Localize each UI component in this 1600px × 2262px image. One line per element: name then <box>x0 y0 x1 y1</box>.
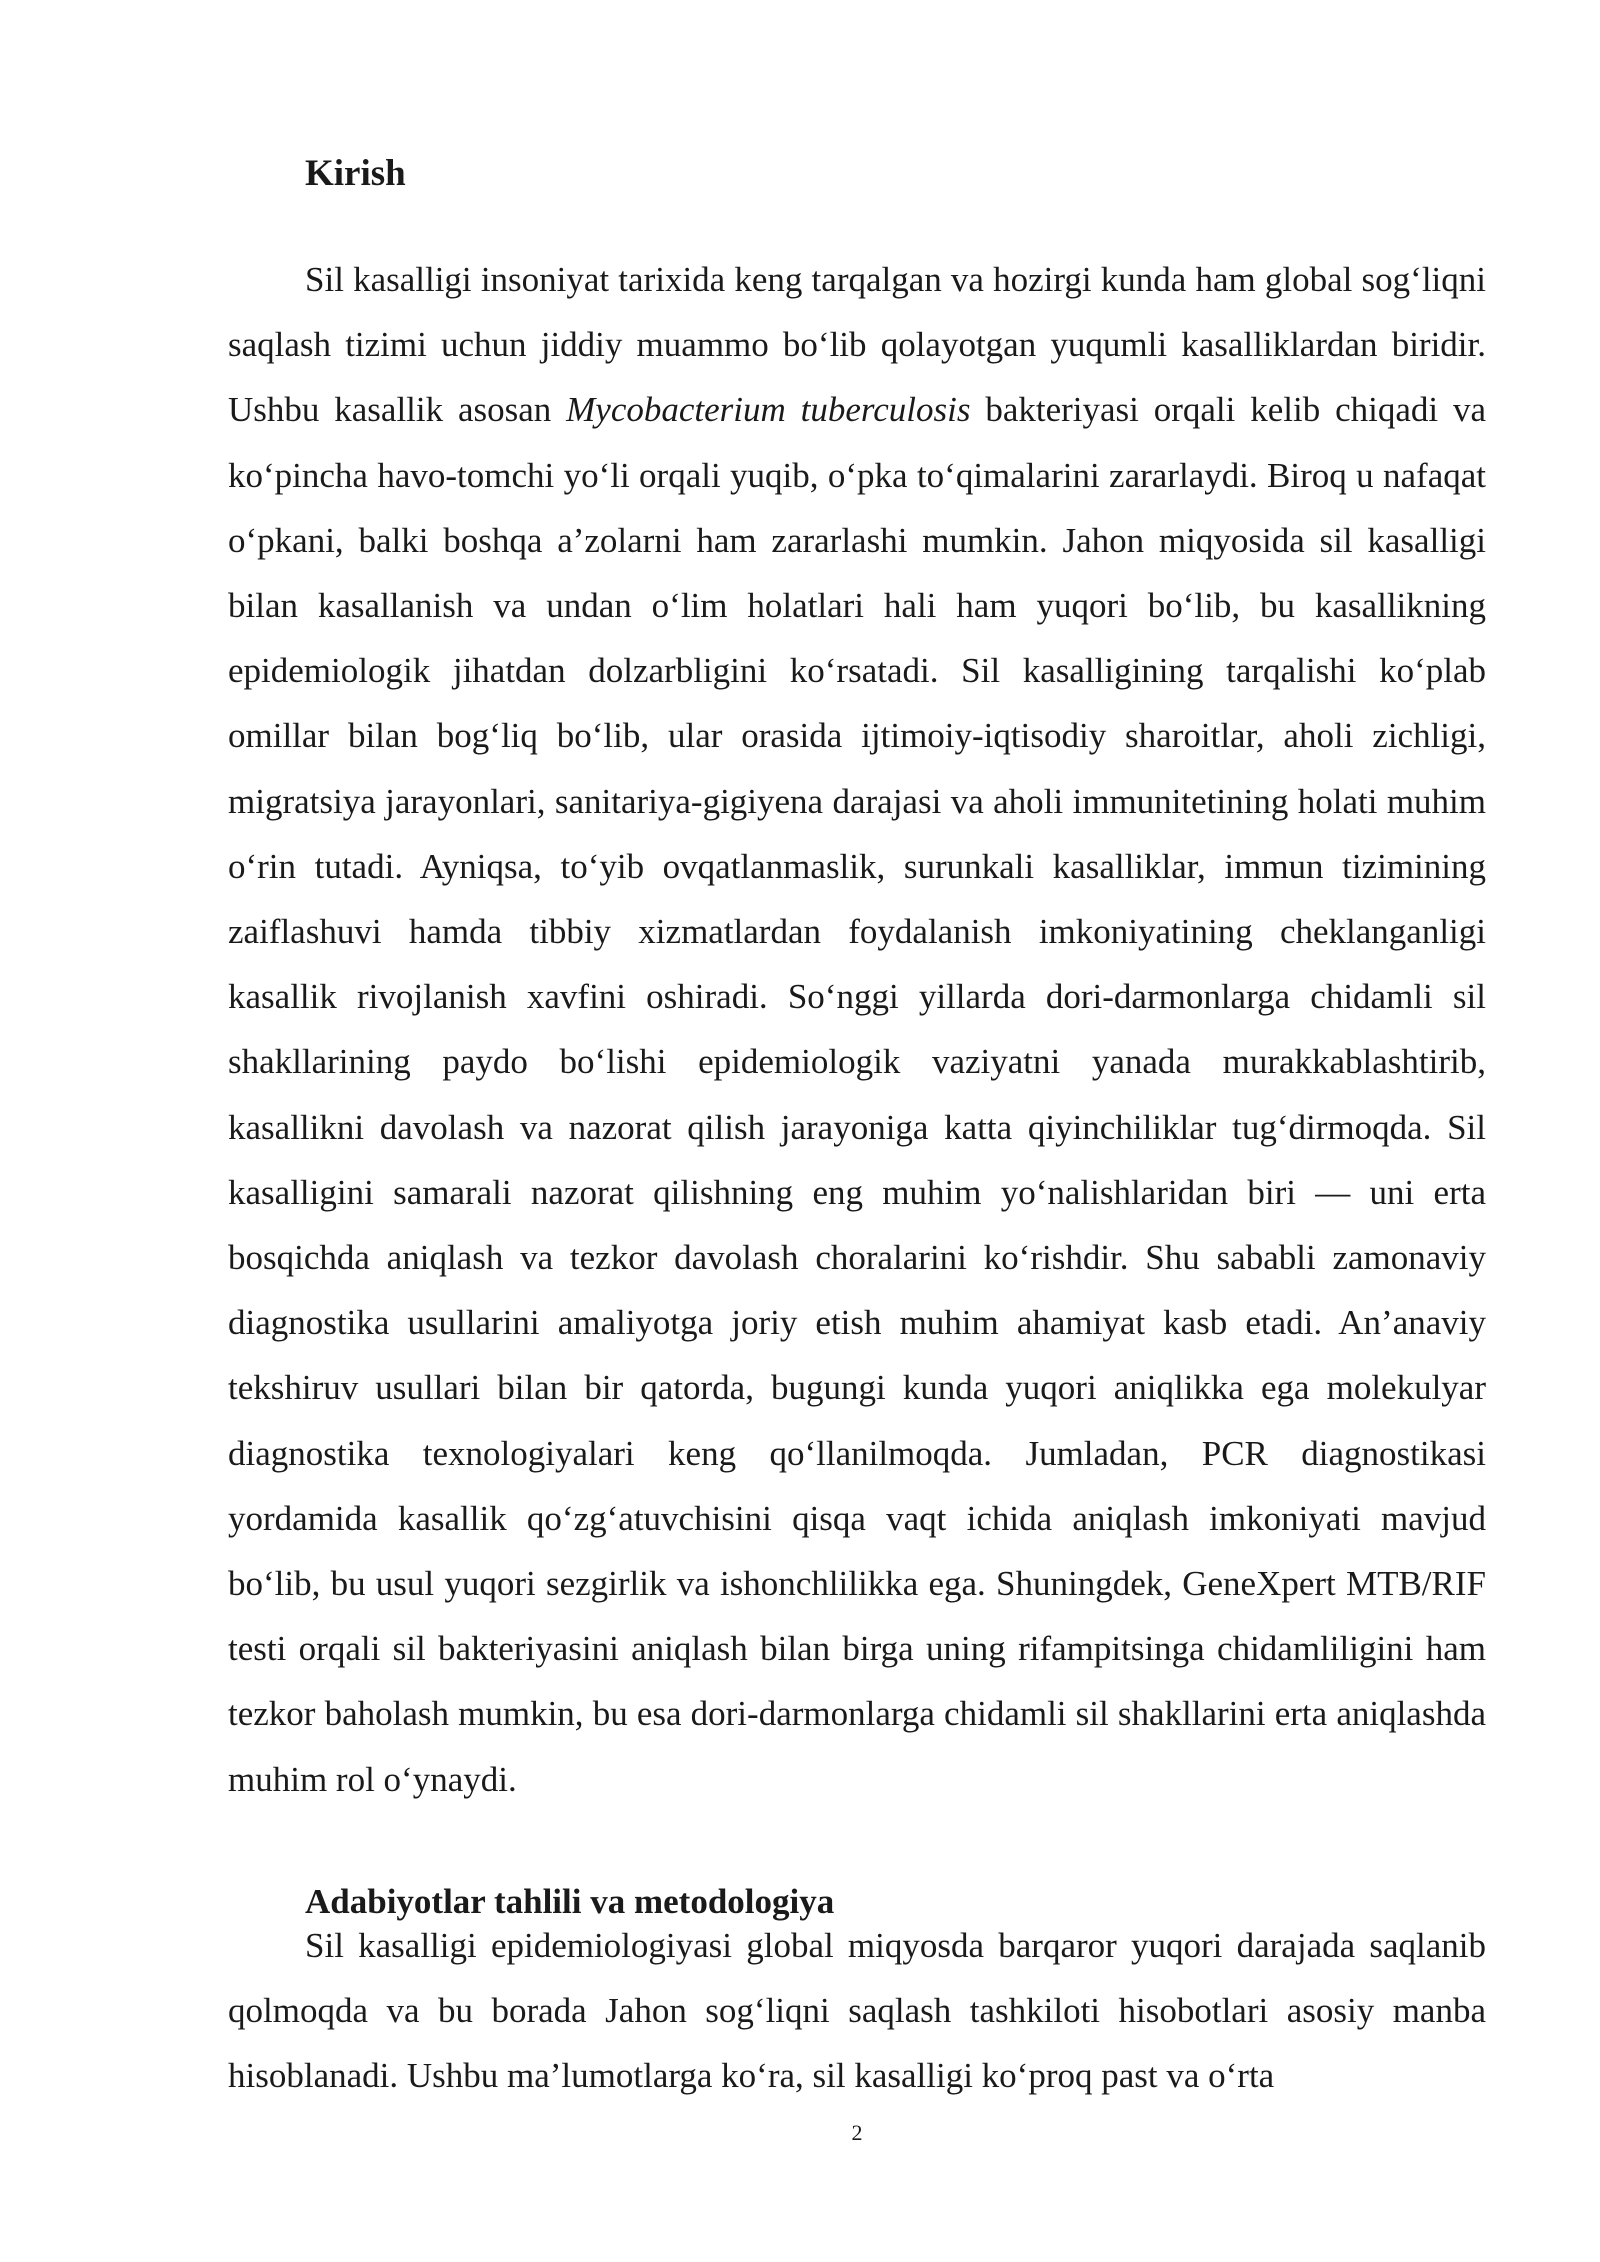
species-name: Mycobacterium tuberculosis <box>566 390 971 430</box>
intro-text-end: bakteriyasi orqali kelib chiqadi va ko‘pincha havo-tomchi yo‘li orqali yuqib, o‘pka to‘qimalarini zararlaydi. Biroq u nafaqat o‘pkani, balki boshqa a’zolarni ham zararlashi mumkin. Jahon miqyosida sil kasalligi bilan kasallanish va undan o‘lim holatlari hali ham yuqori bo‘lib, bu kasallikning epidemiologik jihatdan dolzarbligini ko‘rsatadi. Sil kasalligining tarqalishi ko‘plab omillar bilan bog‘liq bo‘lib, ular orasida ijtimoiy-iqtisodiy sharoitlar, aholi zichligi, migratsiya jarayonlari, sanitariya-gigiyena darajasi va aholi immunitetining holati muhim o‘rin tutadi. Ayniqsa, to‘yib ovqatlanmaslik, surunkali kasalliklar, immun tizimining zaiflashuvi hamda tibbiy xizmatlardan foydalanish imkoniyatining cheklanganligi kasallik rivojlanish xavfini oshiradi. So‘nggi yillarda dori-darmonlarga chidamli sil shakllarining paydo bo‘lishi epidemiologik vaziyatni yanada murakkablashtirib, kasallikni davolash va nazorat qilish jarayoniga katta qiyinchiliklar tug‘dirmoqda. Sil kasalligini samarali nazorat qilishning eng muhim yo‘nalishlaridan biri — uni erta bosqichda aniqlash va tezkor davolash choralarini ko‘rishdir. Shu sababli zamonaviy diagnostika usullarini amaliyotga joriy etish muhim ahamiyat kasb etadi. An’anaviy tekshiruv usullari bilan bir qatorda, bugungi kunda yuqori aniqlikka ega molekulyar diagnostika texnologiyalari keng qo‘llanilmoqda. Jumladan, PCR diagnostikasi yordamida kasallik qo‘zg‘atuvchisini qisqa vaqt ichida aniqlash imkoniyati mavjud bo‘lib, bu usul yuqori sezgirlik va ishonchlilikka ega. Shuningdek, GeneXpert MTB/RIF testi orqali sil bakteriyasini aniqlash bilan birga uning rifampitsinga chidamliligini ham tezkor baholash mumkin, bu esa dori-darmonlarga chidamli sil shakllarini erta aniqlashda muhim rol o‘ynaydi. <box>228 390 1486 1799</box>
section-heading-intro: Kirish <box>305 153 406 194</box>
methods-paragraph: Sil kasalligi epidemiologiyasi global miqyosda barqaror yuqori darajada saqlanib qolmoqda va bu borada Jahon sog‘liqni saqlash tashkiloti hisobotlari asosiy manba hisoblanadi. Ushbu ma’lumotlarga ko‘ra, sil kasalligi ko‘proq past va o‘rta <box>228 1926 1486 2095</box>
intro-paragraph <box>228 247 1486 1812</box>
section-heading-methods: Adabiyotlar tahlili va metodologiya <box>305 1882 835 1921</box>
page-number: 2 <box>851 2120 863 2145</box>
intro-text-start: Sil kasalligi insoniyat tarixida keng tarqalgan va hozirgi kunda ham global sog‘liqni saqlash tizimi uchun jiddiy muammo bo‘lib qolayotgan yuqumli kasalliklardan biridir. Ushbu kasallik asosan <box>228 260 1486 430</box>
